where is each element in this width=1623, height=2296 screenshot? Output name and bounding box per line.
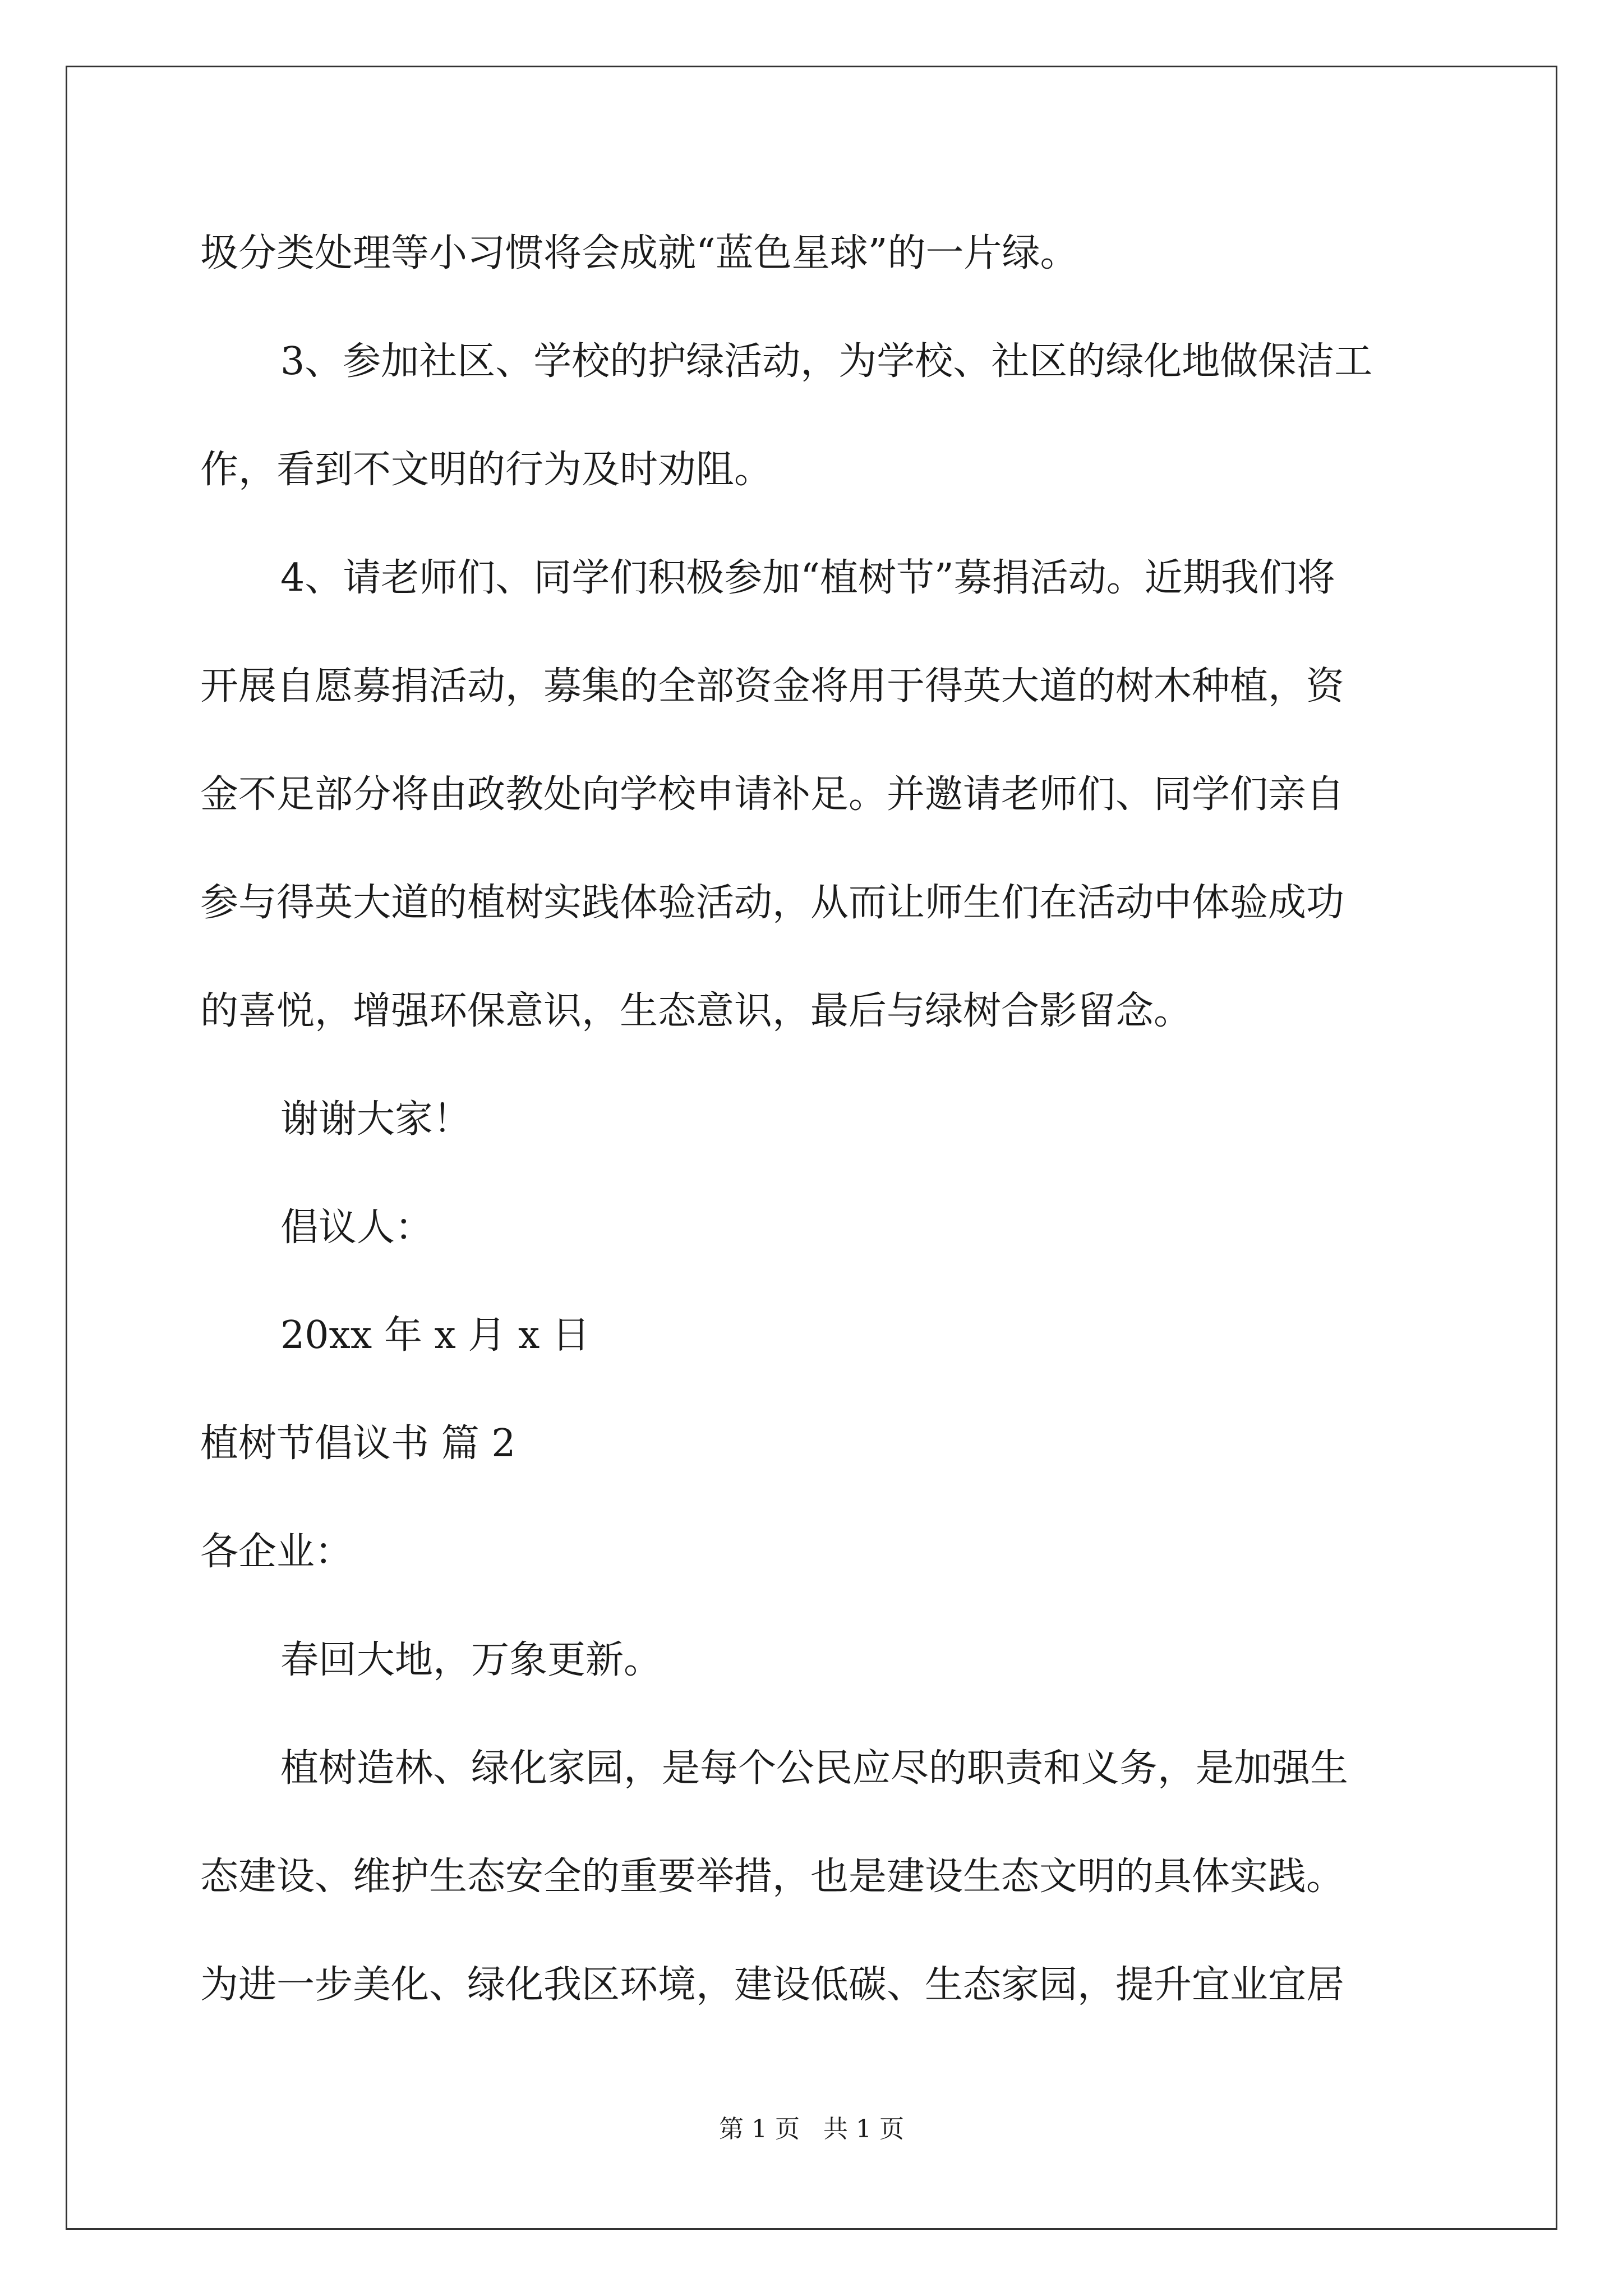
text-line-4: 4、请老师们、同学们积极参加“植树节”募捐活动。近期我们将 — [280, 556, 1335, 600]
text-line-8: 的喜悦，增强环保意识，生态意识，最后与绿树合影留念。 — [200, 989, 1192, 1033]
text-line-14: 春回大地，万象更新。 — [280, 1638, 662, 1682]
salutation: 各企业： — [200, 1530, 353, 1574]
text-line-1: 圾分类处理等小习惯将会成就“蓝色星球”的一片绿。 — [200, 231, 1078, 275]
text-line-9: 谢谢大家！ — [280, 1097, 472, 1142]
text-line-2: 3、参加社区、学校的护绿活动，为学校、社区的绿化地做保洁工 — [280, 339, 1373, 384]
text-line-15: 植树造林、绿化家园，是每个公民应尽的职责和义务，是加强生 — [280, 1746, 1349, 1791]
text-line-10: 倡议人： — [280, 1205, 434, 1250]
section-heading: 植树节倡议书 篇 2 — [200, 1421, 516, 1466]
text-line-5: 开展自愿募捐活动，募集的全部资金将用于得英大道的树木种植，资 — [200, 664, 1345, 708]
text-line-17: 为进一步美化、绿化我区环境，建设低碳、生态家园，提升宜业宜居 — [200, 1963, 1345, 2007]
text-line-3: 作，看到不文明的行为及时劝阻。 — [200, 448, 773, 492]
page-footer: 第 1 页 共 1 页 — [719, 2115, 904, 2143]
text-line-16: 态建设、维护生态安全的重要举措，也是建设生态文明的具体实践。 — [200, 1855, 1345, 1899]
page-border — [66, 66, 1557, 2230]
text-line-11: 20xx 年 x 月 x 日 — [280, 1313, 591, 1358]
text-line-6: 金不足部分将由政教处向学校申请补足。并邀请老师们、同学们亲自 — [200, 772, 1345, 817]
text-line-7: 参与得英大道的植树实践体验活动，从而让师生们在活动中体验成功 — [200, 881, 1345, 925]
